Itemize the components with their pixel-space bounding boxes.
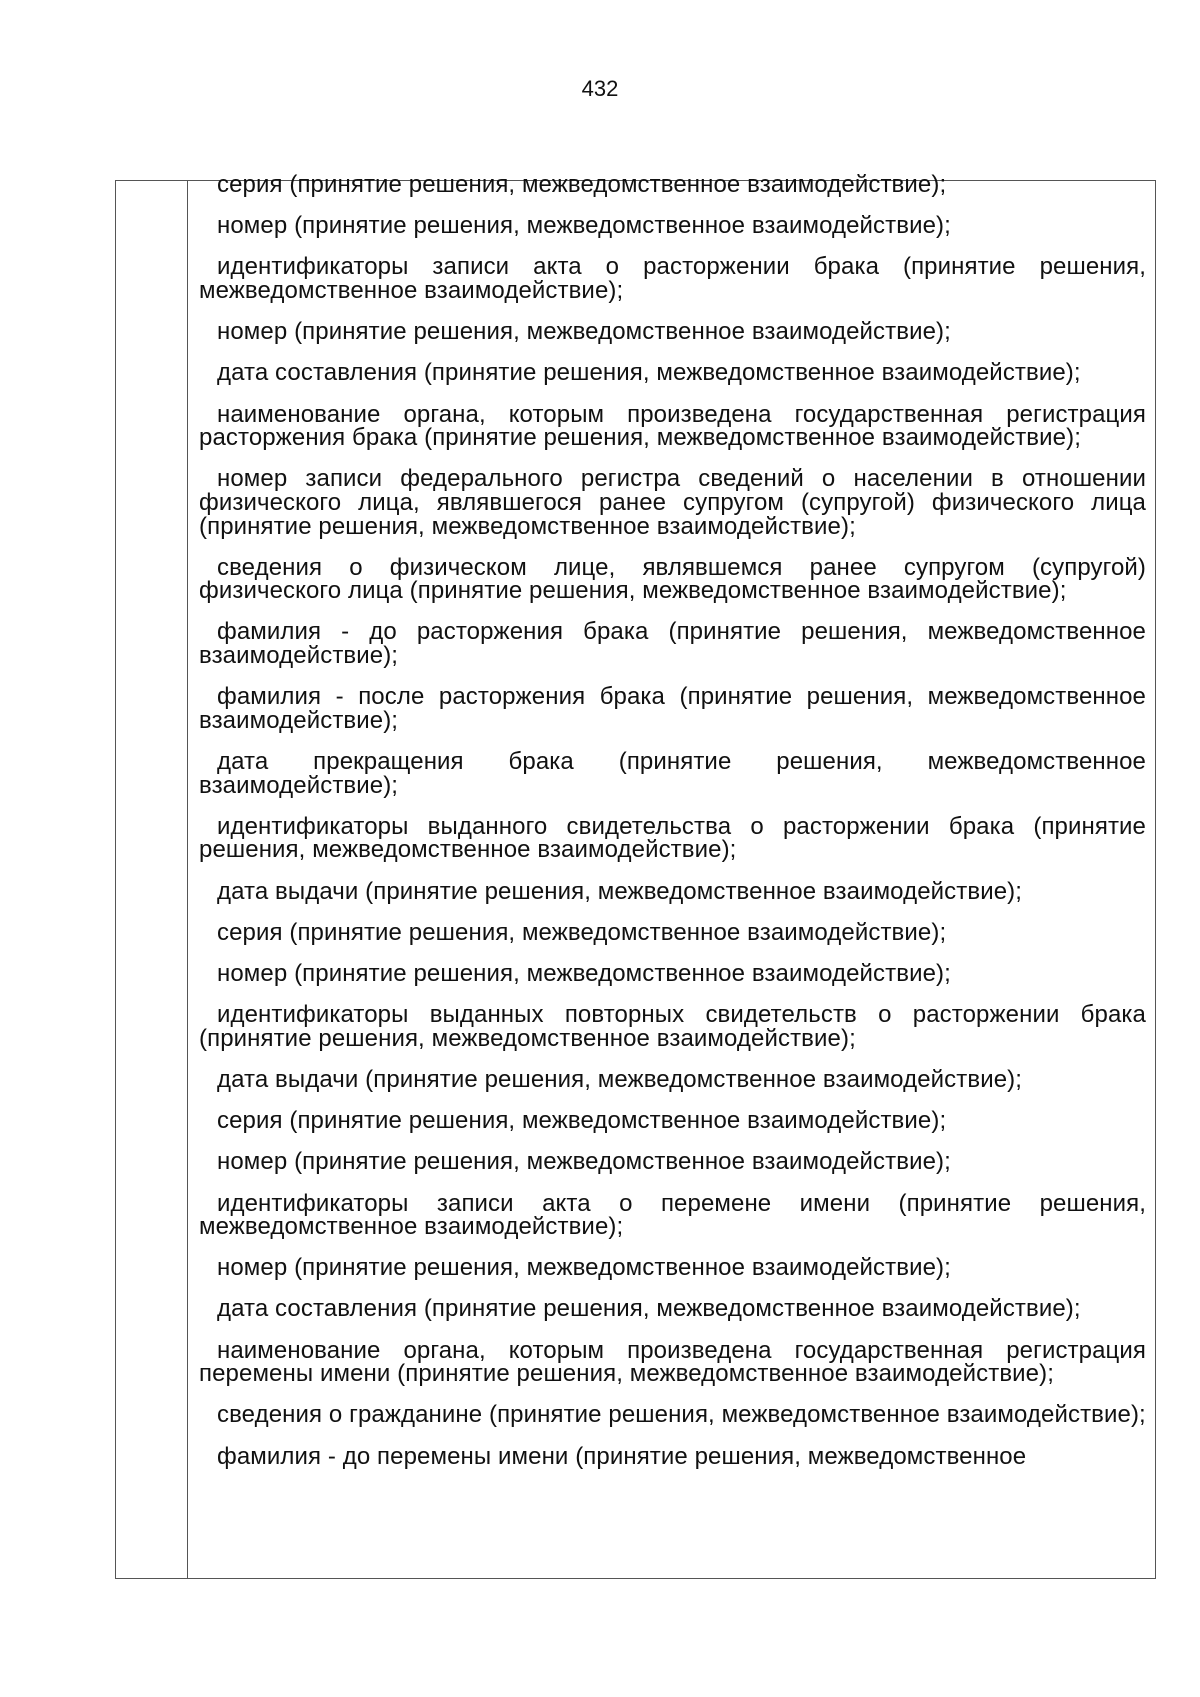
paragraph: серия (принятие решения, межведомственное взаимодействие); — [217, 918, 947, 946]
paragraph: идентификаторы записи акта о перемене имени (принятие решения, межведомственное взаимодействие); — [199, 1189, 1146, 1241]
paragraph: серия (принятие решения, межведомственное взаимодействие); — [217, 173, 947, 198]
paragraph: фамилия - до расторжения брака (принятие решения, межведомственное взаимодействие); — [199, 618, 1146, 670]
paragraph: номер (принятие решения, межведомственное взаимодействие); — [217, 1148, 951, 1176]
paragraph: серия (принятие решения, межведомственное взаимодействие); — [217, 1107, 947, 1135]
paragraph: фамилия - после расторжения брака (принятие решения, межведомственное взаимодействие); — [199, 683, 1146, 734]
paragraph: дата составления (принятие решения, межведомственное взаимодействие); — [217, 359, 1081, 387]
paragraph: идентификаторы выданных повторных свидетельств о расторжении брака (принятие решения, межведомственное взаимодействие); — [199, 1001, 1146, 1052]
document-table — [115, 173, 1156, 1579]
paragraph: фамилия - до перемены имени (принятие решения, межведомственное — [217, 1442, 1027, 1470]
paragraph: номер (принятие решения, межведомственное взаимодействие); — [217, 959, 951, 987]
paragraph: дата прекращения брака (принятие решения, межведомственное взаимодействие); — [199, 748, 1146, 799]
paragraph: сведения о гражданине (принятие решения, межведомственное взаимодействие); — [217, 1401, 1146, 1429]
paragraph: номер записи федерального регистра сведений о населении в отношении физического лица, являвшегося ранее супругом (супругой) физического лица (принятие решения, межведомственное взаимодействие); — [199, 465, 1146, 540]
paragraph: дата выдачи (принятие решения, межведомственное взаимодействие); — [217, 1065, 1023, 1093]
table-column-number — [116, 181, 188, 1578]
paragraph: идентификаторы выданного свидетельства о расторжении брака (принятие решения, межведомственное взаимодействие); — [199, 812, 1146, 864]
paragraph: номер (принятие решения, межведомственное взаимодействие); — [217, 212, 951, 240]
paragraph: дата выдачи (принятие решения, межведомственное взаимодействие); — [217, 877, 1023, 905]
paragraph: идентификаторы записи акта о расторжении брака (принятие решения, межведомственное взаимодействие); — [199, 253, 1146, 304]
paragraph: наименование органа, которым произведена государственная регистрация расторжения брака (принятие решения, межведомственное взаимодействие); — [199, 400, 1146, 452]
paragraph: номер (принятие решения, межведомственное взаимодействие); — [217, 1254, 951, 1282]
paragraph: дата составления (принятие решения, межведомственное взаимодействие); — [217, 1295, 1081, 1323]
paragraph: номер (принятие решения, межведомственное взаимодействие); — [217, 318, 951, 346]
paragraph: сведения о физическом лице, являвшемся ранее супругом (супругой) физического лица (принятие решения, межведомственное взаимодействие); — [199, 553, 1146, 605]
paragraph: наименование органа, которым произведена государственная регистрация перемены имени (принятие решения, межведомственное взаимодействие); — [199, 1336, 1146, 1388]
page-number: 432 — [581, 76, 619, 101]
table-column-content — [199, 173, 1146, 1578]
